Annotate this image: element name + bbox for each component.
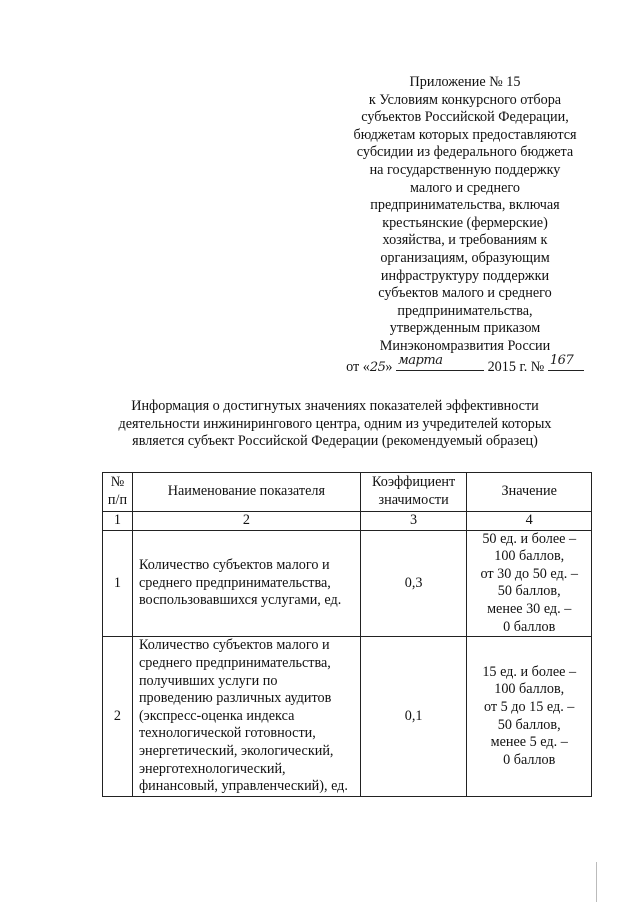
- appendix-line: предпринимательства, включая: [370, 197, 560, 214]
- order-number-handwritten: 167: [549, 352, 574, 368]
- document-title: [90, 398, 580, 451]
- table-row: [103, 530, 592, 637]
- appendix-line: предпринимательства,: [397, 302, 533, 319]
- row-value-line: менее 30 ед. –: [487, 600, 572, 617]
- order-prefix: от «: [346, 358, 370, 375]
- row-name-line: воспользовавшихся услугами, ед.: [138, 592, 342, 609]
- row-value-line: 50 баллов,: [497, 583, 561, 600]
- row-coef: 0,3: [360, 530, 467, 637]
- title-line: является субъект Российской Федерации (рекомендуемый образец): [132, 433, 538, 450]
- row-value-line: 100 баллов,: [494, 548, 565, 565]
- row-name-line: проведению различных аудитов: [138, 690, 332, 707]
- row-value-line: 0 баллов: [503, 751, 556, 768]
- row-name-line: энерготехнологический,: [138, 760, 286, 777]
- order-reference: [330, 352, 600, 377]
- column-number: 1: [103, 512, 133, 531]
- row-name: [132, 637, 360, 797]
- appendix-line: Приложение № 15: [409, 74, 521, 90]
- appendix-line: Минэкономразвития России: [379, 337, 551, 354]
- row-value-line: менее 5 ед. –: [490, 734, 568, 751]
- appendix-line: к Условиям конкурсного отбора: [368, 91, 562, 108]
- scan-mark: [596, 862, 597, 902]
- row-name-line: (экспресс-оценка индекса: [138, 707, 295, 724]
- row-value-line: 0 баллов: [503, 618, 556, 635]
- order-year-text: 2015 г. №: [487, 358, 545, 375]
- appendix-line: бюджетам которых предоставляются: [353, 126, 577, 143]
- header-coef-line: значимости: [378, 492, 449, 508]
- appendix-block: [330, 74, 600, 376]
- title-line: деятельности инжинирингового центра, одним из учредителей которых: [118, 415, 552, 432]
- row-name: [132, 530, 360, 637]
- column-number: 2: [132, 512, 360, 531]
- header-coef-line: Коэффициент: [371, 474, 456, 491]
- order-day-handwritten: 25: [369, 359, 386, 375]
- column-numbers-row: [103, 512, 592, 531]
- appendix-line: субсидии из федерального бюджета: [356, 144, 574, 161]
- table-row: [103, 637, 592, 797]
- appendix-line: на государственную поддержку: [369, 161, 561, 178]
- indicators-table: [102, 472, 592, 797]
- row-value-line: 50 ед. и более –: [482, 530, 577, 547]
- appendix-line: малого и среднего: [410, 179, 520, 196]
- row-name-line: технологической готовности,: [138, 725, 316, 742]
- row-name-line: среднего предпринимательства,: [138, 574, 331, 591]
- table-header-row: [103, 473, 592, 512]
- column-number: 3: [360, 512, 467, 531]
- appendix-line: субъектов малого и среднего: [378, 285, 552, 302]
- header-value: Значение: [467, 473, 592, 512]
- row-name-line: энергетический, экологический,: [138, 743, 334, 760]
- order-month-handwritten: марта: [398, 352, 443, 368]
- row-value-line: 15 ед. и более –: [482, 663, 577, 680]
- row-value: [467, 530, 592, 637]
- header-num-line: №: [110, 474, 125, 491]
- appendix-line: хозяйства, и требованиям к: [382, 232, 548, 249]
- row-num: 2: [103, 637, 133, 797]
- row-name-line: Количество субъектов малого и: [138, 556, 330, 573]
- row-name-line: Количество субъектов малого и: [138, 637, 330, 654]
- appendix-line: крестьянские (фермерские): [382, 214, 548, 231]
- header-coef: [360, 473, 467, 512]
- row-value-line: от 30 до 50 ед. –: [480, 565, 578, 582]
- row-name-line: получивших услуги по: [138, 672, 278, 689]
- column-number: 4: [467, 512, 592, 531]
- row-value: [467, 637, 592, 797]
- appendix-line: субъектов Российской Федерации,: [361, 109, 569, 126]
- row-name-line: среднего предпринимательства,: [138, 655, 331, 672]
- title-line: Информация о достигнутых значениях показателей эффективности: [131, 398, 539, 414]
- appendix-line: утвержденным приказом: [389, 320, 541, 337]
- row-coef: 0,1: [360, 637, 467, 797]
- header-name: Наименование показателя: [132, 473, 360, 512]
- header-num: [103, 473, 133, 512]
- header-num-line: п/п: [107, 492, 128, 508]
- order-day-close: »: [385, 358, 393, 375]
- order-month-blank: [396, 352, 484, 371]
- row-value-line: от 5 до 15 ед. –: [484, 699, 575, 716]
- appendix-line: организациям, образующим: [380, 249, 550, 266]
- order-number-blank: [548, 352, 584, 371]
- row-name-line: финансовый, управленческий), ед.: [138, 778, 348, 795]
- row-num: 1: [103, 530, 133, 637]
- appendix-line: инфраструктуру поддержки: [380, 267, 550, 284]
- row-value-line: 50 баллов,: [497, 716, 561, 733]
- row-value-line: 100 баллов,: [494, 681, 565, 698]
